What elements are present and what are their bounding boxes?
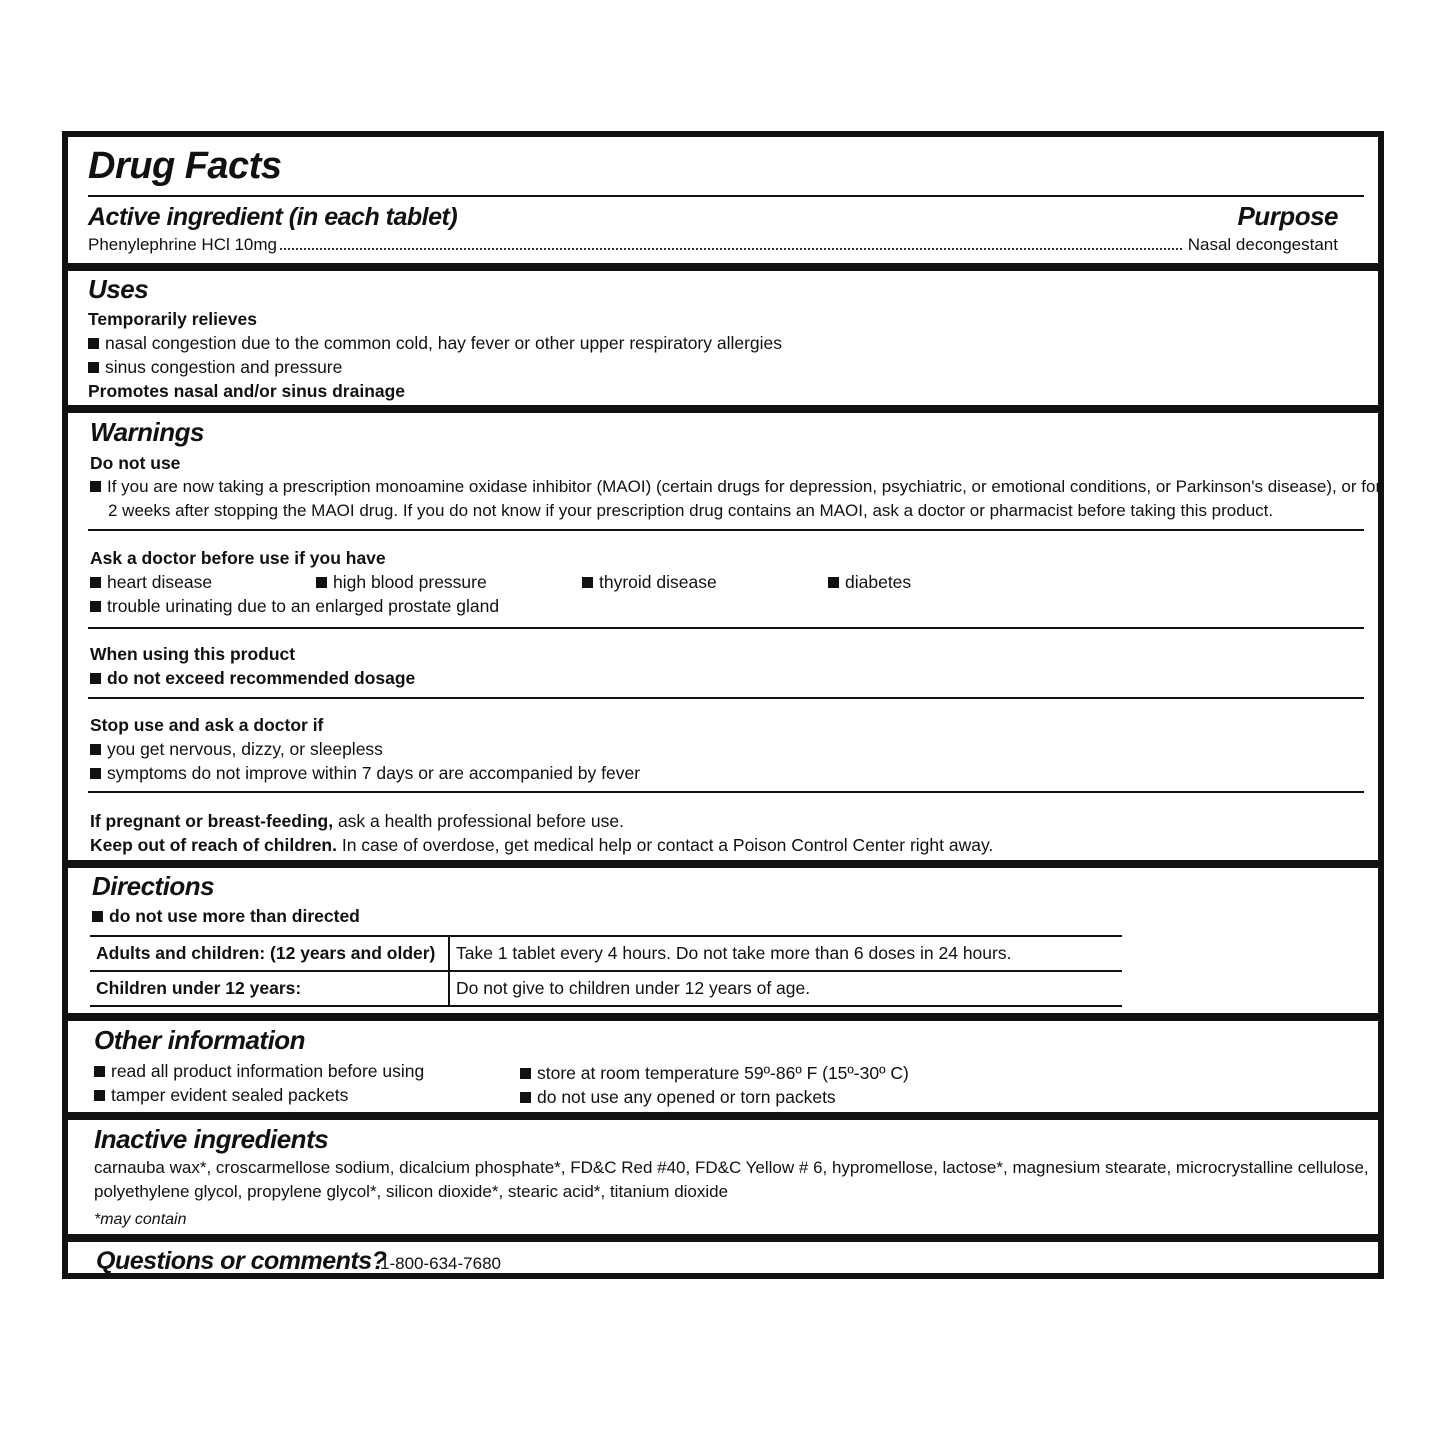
table-row [90, 971, 1122, 1006]
list-item: If you are now taking a prescription monoamine oxidase inhibitor (MAOI) (certain drugs for depression, psychiatric, or emotional conditions, or Parkinson's disease), or for [90, 477, 1381, 497]
uses-intro: Temporarily relieves [88, 309, 257, 329]
table-cell-dose: Do not give to children under 12 years of age. [449, 971, 1122, 1006]
do-not-use-label: Do not use [90, 453, 181, 473]
inactive-heading: Inactive ingredients [94, 1124, 329, 1154]
bullet-square-icon [90, 601, 101, 612]
directions-heading: Directions [92, 871, 215, 901]
active-ingredient-heading: Active ingredient (in each tablet) [88, 203, 458, 231]
divider [88, 697, 1364, 699]
divider [88, 529, 1364, 531]
divider [88, 791, 1364, 793]
list-item: do not exceed recommended dosage [90, 668, 415, 689]
bullet-square-icon [90, 577, 101, 588]
list-item: sinus congestion and pressure [88, 357, 342, 378]
bullet-square-icon [94, 1090, 105, 1101]
list-item: nasal congestion due to the common cold, hay fever or other upper respiratory allergies [88, 333, 782, 354]
bullet-square-icon [92, 911, 103, 922]
table-cell-age: Adults and children: (12 years and older) [90, 936, 449, 971]
bullet-square-icon [88, 338, 99, 349]
inactive-ingredients-line: carnauba wax*, croscarmellose sodium, dicalcium phosphate*, FD&C Red #40, FD&C Yellow # 6, hypromellose, lactose*, magnesium stearate, microcrystalline cellulose, [94, 1158, 1369, 1177]
active-ingredient-purpose: Nasal decongestant [1187, 235, 1338, 254]
pregnancy-warning: If pregnant or breast-feeding, ask a health professional before use. [90, 811, 624, 831]
list-item: read all product information before using [94, 1061, 424, 1082]
warnings-heading: Warnings [90, 417, 204, 447]
list-item: thyroid disease [582, 572, 717, 593]
section-bar [68, 1234, 1378, 1242]
list-item: store at room temperature 59º-86º F (15º-30º C) [520, 1063, 909, 1084]
phone-number: 1-800-634-7680 [380, 1254, 501, 1273]
bullet-square-icon [90, 744, 101, 755]
section-bar [68, 405, 1378, 413]
stop-use-label: Stop use and ask a doctor if [90, 715, 324, 735]
list-item: trouble urinating due to an enlarged prostate gland [90, 596, 499, 617]
ask-doctor-label: Ask a doctor before use if you have [90, 548, 386, 568]
directions-table [90, 935, 1122, 1007]
questions-heading: Questions or comments? [96, 1247, 387, 1275]
uses-heading: Uses [88, 274, 149, 304]
bullet-square-icon [94, 1066, 105, 1077]
divider [88, 627, 1364, 629]
active-ingredient-name: Phenylephrine HCl 10mg [88, 235, 277, 254]
bullet-square-icon [316, 577, 327, 588]
list-item: do not use more than directed [92, 906, 360, 927]
page-title: Drug Facts [88, 145, 282, 187]
table-cell-age: Children under 12 years: [90, 971, 449, 1006]
children-warning: Keep out of reach of children. In case of overdose, get medical help or contact a Poison Control Center right away. [90, 835, 994, 855]
table-cell-dose: Take 1 tablet every 4 hours. Do not take more than 6 doses in 24 hours. [449, 936, 1122, 971]
list-item: diabetes [828, 572, 911, 593]
list-item-continuation: 2 weeks after stopping the MAOI drug. If you do not know if your prescription drug contains an MAOI, ask a doctor or pharmacist before taking this product. [108, 501, 1274, 520]
divider [88, 195, 1364, 197]
list-item: high blood pressure [316, 572, 487, 593]
section-bar [68, 860, 1378, 868]
purpose-heading: Purpose [1237, 201, 1338, 231]
bullet-square-icon [90, 768, 101, 779]
other-info-heading: Other information [94, 1025, 306, 1055]
list-item: do not use any opened or torn packets [520, 1087, 836, 1108]
bullet-square-icon [828, 577, 839, 588]
bullet-square-icon [88, 362, 99, 373]
drug-facts-panel [62, 131, 1384, 1279]
list-item: you get nervous, dizzy, or sleepless [90, 739, 383, 760]
section-bar [68, 1112, 1378, 1120]
section-bar [68, 1013, 1378, 1021]
list-item: heart disease [90, 572, 212, 593]
list-item: tamper evident sealed packets [94, 1085, 348, 1106]
bullet-square-icon [90, 481, 101, 492]
table-row [90, 936, 1122, 971]
bullet-square-icon [582, 577, 593, 588]
section-bar [68, 263, 1378, 271]
when-using-label: When using this product [90, 644, 296, 664]
leader-dots [280, 248, 1182, 250]
footnote: *may contain [94, 1211, 187, 1228]
uses-outro: Promotes nasal and/or sinus drainage [88, 381, 406, 401]
bullet-square-icon [520, 1068, 531, 1079]
inactive-ingredients-line: polyethylene glycol, propylene glycol*, silicon dioxide*, stearic acid*, titanium dioxide [94, 1182, 729, 1201]
list-item: symptoms do not improve within 7 days or are accompanied by fever [90, 763, 640, 784]
bullet-square-icon [90, 673, 101, 684]
bullet-square-icon [520, 1092, 531, 1103]
